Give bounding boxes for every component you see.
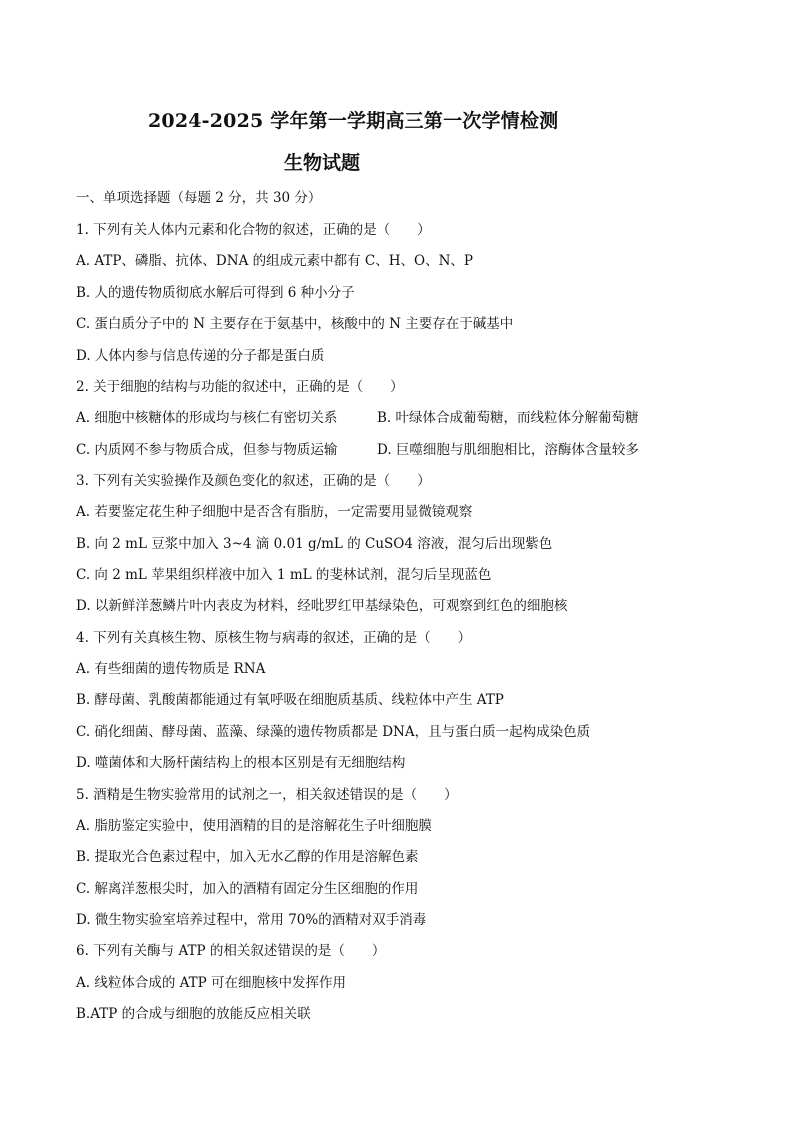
question-1-option-c: C. 蛋白质分子中的 N 主要存在于氨基中，核酸中的 N 主要存在于碱基中: [76, 316, 514, 332]
question-3-option-c: C. 向 2 mL 苹果组织样液中加入 1 mL 的斐林试剂，混匀后呈现蓝色: [76, 567, 492, 583]
question-2-stem: 2. 关于细胞的结构与功能的叙述中，正确的是（ ）: [76, 379, 404, 395]
question-3-stem: 3. 下列有关实验操作及颜色变化的叙述，正确的是（ ）: [76, 473, 431, 489]
section-heading: 一、单项选择题（每题 2 分，共 30 分）: [76, 190, 322, 206]
question-2-option-b: B. 叶绿体合成葡萄糖，而线粒体分解葡萄糖: [377, 410, 639, 426]
question-3-option-a: A. 若要鉴定花生种子细胞中是否含有脂肪，一定需要用显微镜观察: [76, 504, 473, 520]
question-5-option-b: B. 提取光合色素过程中，加入无水乙醇的作用是溶解色素: [76, 849, 419, 865]
question-3-option-d: D. 以新鲜洋葱鳞片叶内表皮为材料，经吡罗红甲基绿染色，可观察到红色的细胞核: [76, 598, 568, 614]
question-1-option-d: D. 人体内参与信息传递的分子都是蛋白质: [76, 348, 325, 364]
question-4-option-c: C. 硝化细菌、酵母菌、蓝藻、绿藻的遗传物质都是 DNA，且与蛋白质一起构成染色质: [76, 724, 591, 740]
question-1-option-b: B. 人的遗传物质彻底水解后可得到 6 种小分子: [76, 285, 355, 301]
question-1-option-a: A. ATP、磷脂、抗体、DNA 的组成元素中都有 C、H、O、N、P: [76, 253, 473, 269]
question-4-option-a: A. 有些细菌的遗传物质是 RNA: [76, 661, 266, 677]
question-4-option-d: D. 噬菌体和大肠杆菌结构上的根本区别是有无细胞结构: [76, 755, 406, 771]
question-1-stem: 1. 下列有关人体内元素和化合物的叙述，正确的是（ ）: [76, 222, 431, 238]
exam-subtitle: 生物试题: [284, 152, 361, 174]
question-3-option-b: B. 向 2 mL 豆浆中加入 3~4 滴 0.01 g/mL 的 CuSO4 溶液，混匀后出现紫色: [76, 536, 553, 552]
question-5-stem: 5. 酒精是生物实验常用的试剂之一，相关叙述错误的是（ ）: [76, 787, 458, 803]
question-6-stem: 6. 下列有关酶与 ATP 的相关叙述错误的是（ ）: [76, 943, 386, 959]
question-6-option-b: B.ATP 的合成与细胞的放能反应相关联: [76, 1006, 311, 1022]
question-2-option-c: C. 内质网不参与物质合成，但参与物质运输: [76, 442, 338, 458]
question-6-option-a: A. 线粒体合成的 ATP 可在细胞核中发挥作用: [76, 975, 347, 991]
question-4-option-b: B. 酵母菌、乳酸菌都能通过有氧呼吸在细胞质基质、线粒体中产生 ATP: [76, 692, 504, 708]
exam-title: 2024-2025 学年第一学期高三第一次学情检测: [148, 110, 559, 132]
question-5-option-a: A. 脂肪鉴定实验中，使用酒精的目的是溶解花生子叶细胞膜: [76, 818, 432, 834]
question-4-stem: 4. 下列有关真核生物、原核生物与病毒的叙述，正确的是（ ）: [76, 630, 472, 646]
question-2-option-a: A. 细胞中核糖体的形成均与核仁有密切关系: [76, 410, 338, 426]
question-5-option-c: C. 解离洋葱根尖时，加入的酒精有固定分生区细胞的作用: [76, 881, 419, 897]
question-5-option-d: D. 微生物实验室培养过程中，常用 70%的酒精对双手消毒: [76, 912, 427, 928]
question-2-option-d: D. 巨噬细胞与肌细胞相比，溶酶体含量较多: [377, 442, 639, 458]
